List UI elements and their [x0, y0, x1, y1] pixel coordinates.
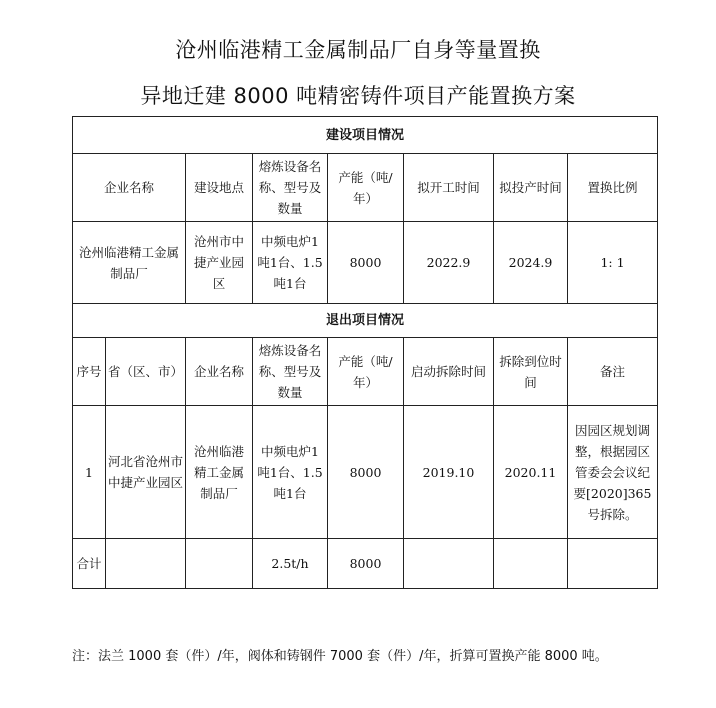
build-header-company: 企业名称	[73, 154, 186, 222]
build-header-equipment: 熔炼设备名称、型号及数量	[253, 154, 328, 222]
build-planned-start: 2022.9	[404, 222, 494, 304]
exit-index: 1	[73, 406, 106, 539]
exit-demolition-complete: 2020.11	[494, 406, 568, 539]
build-ratio: 1: 1	[568, 222, 658, 304]
build-data-row	[73, 222, 658, 304]
exit-header-demolition-start: 启动拆除时间	[404, 338, 494, 406]
exit-header-province: 省（区、市）	[106, 338, 186, 406]
exit-remark: 因园区规划调整，根据园区管委会会议纪要[2020]365号拆除。	[568, 406, 658, 539]
exit-header-equipment: 熔炼设备名称、型号及数量	[253, 338, 328, 406]
build-header-location: 建设地点	[186, 154, 253, 222]
build-company: 沧州临港精工金属制品厂	[73, 222, 186, 304]
exit-header-row	[73, 338, 658, 406]
build-header-planned-production: 拟投产时间	[494, 154, 568, 222]
total-company-empty	[186, 539, 253, 589]
exit-header-index: 序号	[73, 338, 106, 406]
total-demolition-complete-empty	[494, 539, 568, 589]
exit-section-row	[73, 304, 658, 338]
capacity-replacement-table	[72, 116, 658, 589]
total-province-empty	[106, 539, 186, 589]
exit-equipment: 中频电炉1吨1台、1.5吨1台	[253, 406, 328, 539]
exit-data-row	[73, 406, 658, 539]
exit-header-capacity: 产能（吨/年）	[328, 338, 404, 406]
document-title-line-2: 异地迁建 8000 吨精密铸件项目产能置换方案	[140, 84, 576, 108]
document-title-line-1: 沧州临港精工金属制品厂自身等量置换	[175, 38, 541, 62]
exit-company: 沧州临港精工金属制品厂	[186, 406, 253, 539]
total-equipment: 2.5t/h	[253, 539, 328, 589]
footnote: 注：法兰 1000 套（件）/年，阀体和铸钢件 7000 套（件）/年，折算可置换产能 8000 吨。	[72, 649, 608, 664]
exit-demolition-start: 2019.10	[404, 406, 494, 539]
build-location: 沧州市中捷产业园区	[186, 222, 253, 304]
total-capacity: 8000	[328, 539, 404, 589]
build-capacity: 8000	[328, 222, 404, 304]
total-row	[73, 539, 658, 589]
exit-header-company: 企业名称	[186, 338, 253, 406]
exit-capacity: 8000	[328, 406, 404, 539]
build-section-heading: 建设项目情况	[73, 117, 658, 154]
build-equipment: 中频电炉1吨1台、1.5吨1台	[253, 222, 328, 304]
build-header-row	[73, 154, 658, 222]
total-label: 合计	[73, 539, 106, 589]
total-demolition-start-empty	[404, 539, 494, 589]
total-remark-empty	[568, 539, 658, 589]
exit-header-demolition-complete: 拆除到位时间	[494, 338, 568, 406]
build-header-planned-start: 拟开工时间	[404, 154, 494, 222]
build-header-capacity: 产能（吨/年）	[328, 154, 404, 222]
build-header-ratio: 置换比例	[568, 154, 658, 222]
exit-section-heading: 退出项目情况	[73, 304, 658, 338]
build-section-row	[73, 117, 658, 154]
exit-header-remark: 备注	[568, 338, 658, 406]
build-planned-production: 2024.9	[494, 222, 568, 304]
exit-province: 河北省沧州市中捷产业园区	[106, 406, 186, 539]
